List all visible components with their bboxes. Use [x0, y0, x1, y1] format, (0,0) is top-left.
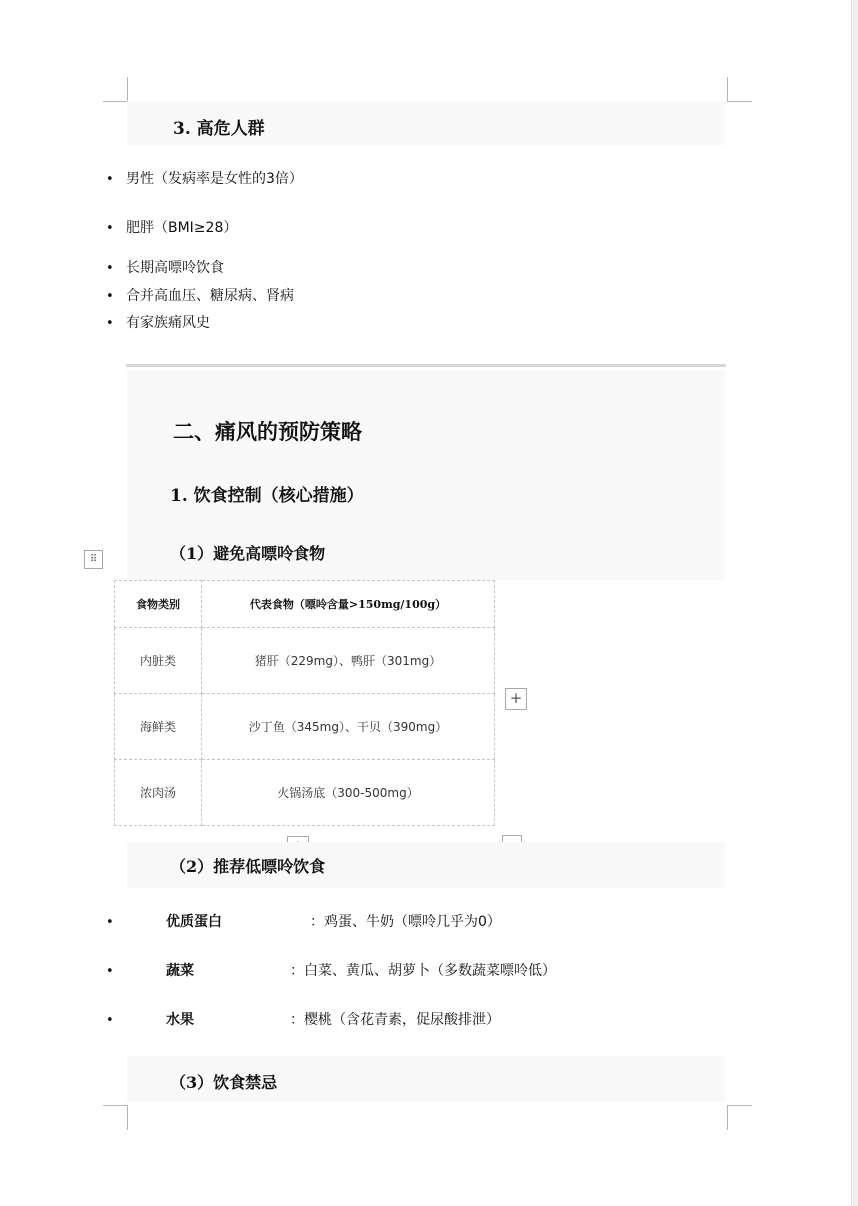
list-item[interactable]: • 优质蛋白 ：鸡蛋、牛奶（嘌呤几乎为0） — [106, 914, 501, 930]
add-column-button[interactable] — [505, 688, 527, 710]
heading-diet-control[interactable]: 1. 饮食控制（核心措施） — [170, 486, 364, 506]
table-header-cell[interactable]: 食物类别 — [115, 581, 202, 628]
bullet-icon: • — [106, 1013, 114, 1028]
table-cell[interactable]: 内脏类 — [115, 628, 202, 694]
heading-high-risk[interactable]: 3. 高危人群 — [173, 119, 265, 139]
table-row — [115, 628, 495, 694]
table-cell[interactable]: 猪肝（229mg）、鸭肝（301mg） — [202, 628, 495, 694]
table-cell[interactable]: 火锅汤底（300-500mg） — [202, 760, 495, 826]
heading-low-purine[interactable]: （2）推荐低嘌呤饮食 — [170, 857, 326, 876]
table-cell[interactable]: 沙丁鱼（345mg）、干贝（390mg） — [202, 694, 495, 760]
list-item[interactable]: • 肥胖（BMI≥28） — [106, 220, 238, 236]
page-corner-mark — [103, 77, 128, 102]
list-item[interactable]: • 有家族痛风史 — [106, 315, 210, 331]
list-item[interactable]: • 长期高嘌呤饮食 — [106, 260, 224, 276]
vertical-scrollbar[interactable] — [851, 0, 858, 1206]
bullet-icon: • — [106, 261, 114, 276]
bullet-icon: • — [106, 915, 114, 930]
list-item[interactable]: • 男性（发病率是女性的3倍） — [106, 171, 303, 187]
bullet-icon: • — [106, 316, 114, 331]
bullet-icon: • — [106, 964, 114, 979]
heading-diet-taboo[interactable]: （3）饮食禁忌 — [170, 1073, 278, 1092]
bullet-icon: • — [106, 289, 114, 304]
table-row — [115, 694, 495, 760]
table-cell[interactable]: 浓肉汤 — [115, 760, 202, 826]
purine-food-table — [114, 580, 495, 826]
list-item[interactable]: • 水果 ：樱桃（含花青素，促尿酸排泄） — [106, 1012, 500, 1028]
list-item[interactable]: • 合并高血压、糖尿病、肾病 — [106, 288, 294, 304]
move-handle-icon[interactable]: ⠿ — [84, 550, 103, 569]
plus-icon: + — [509, 689, 523, 707]
table-header-row — [115, 581, 495, 628]
table-header-cell[interactable]: 代表食物（嘌呤含量>150mg/100g） — [202, 581, 495, 628]
page-corner-mark — [727, 1105, 752, 1130]
heading-avoid-high-purine[interactable]: （1）避免高嘌呤食物 — [170, 544, 326, 563]
page-corner-mark — [103, 1105, 128, 1130]
bullet-icon: • — [106, 221, 114, 236]
table-row — [115, 760, 495, 826]
heading-prevention[interactable]: 二、痛风的预防策略 — [173, 419, 362, 444]
bullet-icon: • — [106, 172, 114, 187]
table-cell[interactable]: 海鲜类 — [115, 694, 202, 760]
list-item[interactable]: • 蔬菜 ：白菜、黄瓜、胡萝卜（多数蔬菜嘌呤低） — [106, 963, 556, 979]
page-corner-mark — [727, 77, 752, 102]
section-divider — [126, 364, 726, 367]
